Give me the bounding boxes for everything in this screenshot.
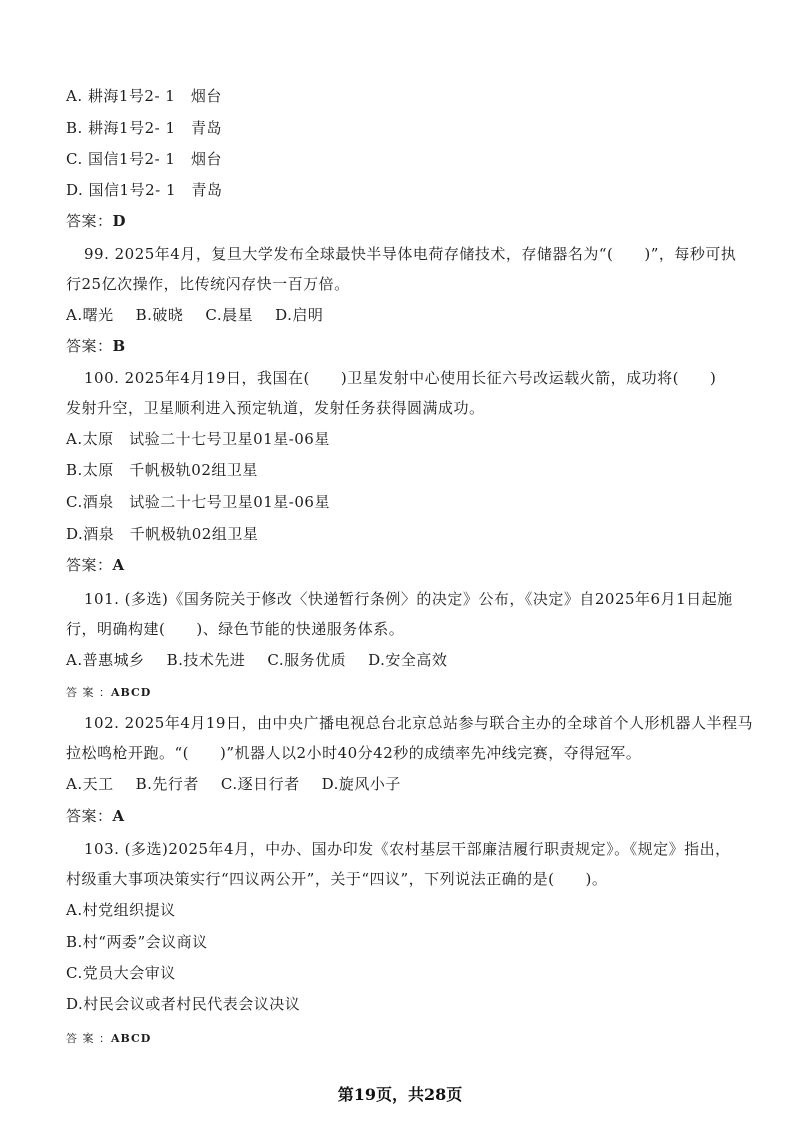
q101-option-c: C.服务优质 — [267, 651, 347, 669]
q101-stem-line2: 行，明确构建( )、绿色节能的快递服务体系。 — [66, 620, 405, 638]
q101-options — [66, 650, 447, 670]
q103-answer: 答 案 ：ABCD — [66, 1032, 152, 1045]
q98-option-d: D. 国信1号2- 1 青岛 — [66, 181, 223, 199]
q102-answer: 答案：A — [66, 807, 125, 825]
q102-stem-line2: 拉松鸣枪开跑。“( )”机器人以2小时40分42秒的成绩率先冲线完赛，夺得冠军。 — [66, 744, 642, 762]
q101-answer: 答 案 ：ABCD — [66, 686, 152, 699]
q103-option-a: A.村党组织提议 — [66, 901, 176, 919]
q103-option-b: B.村“两委”会议商议 — [66, 933, 208, 951]
q99-option-b: B.破晓 — [135, 306, 184, 324]
q102-option-c: C.逐日行者 — [220, 775, 300, 793]
q100-option-c: C.酒泉 试验二十七号卫星01星-06星 — [66, 493, 330, 511]
q100-option-d: D.酒泉 千帆极轨02组卫星 — [66, 525, 259, 543]
q99-option-a: A.曙光 — [66, 306, 114, 324]
q101-option-d: D.安全高效 — [368, 651, 448, 669]
q101-answer-value: ABCD — [111, 686, 152, 699]
q100-stem-line1: 100. 2025年4月19日，我国在( )卫星发射中心使用长征六号改运载火箭，成功将( ) — [84, 369, 717, 387]
q103-option-c: C.党员大会审议 — [66, 964, 176, 982]
q103-stem-line1: 103. (多选)2025年4月，中办、国办印发《农村基层干部廉洁履行职责规定》。《规定》指出， — [84, 840, 731, 858]
q102-answer-value: A — [112, 807, 125, 825]
q102-option-b: B.先行者 — [135, 775, 199, 793]
q103-option-d: D.村民会议或者村民代表会议决议 — [66, 995, 301, 1013]
q101-stem-line1: 101. (多选)《国务院关于修改〈快递暂行条例〉的决定》公布，《决定》自2025年6月1日起施 — [84, 590, 733, 608]
q98-option-a: A. 耕海1号2- 1 烟台 — [66, 87, 222, 105]
q100-option-b: B.太原 千帆极轨02组卫星 — [66, 461, 258, 479]
q101-option-b: B.技术先进 — [166, 651, 246, 669]
page-number-footer: 第19页，共28页 — [337, 1085, 463, 1104]
q101-option-a: A.普惠城乡 — [66, 651, 145, 669]
q100-stem-line2: 发射升空，卫星顺利进入预定轨道，发射任务获得圆满成功。 — [66, 399, 485, 417]
q100-answer: 答案：A — [66, 556, 125, 574]
q98-answer: 答案：D — [66, 212, 127, 230]
q102-options — [66, 774, 401, 794]
q98-option-c: C. 国信1号2- 1 烟台 — [66, 150, 222, 168]
q102-option-d: D.旋风小子 — [321, 775, 401, 793]
q100-answer-value: A — [112, 556, 125, 574]
q100-option-a: A.太原 试验二十七号卫星01星-06星 — [66, 430, 330, 448]
q99-option-d: D.启明 — [275, 306, 324, 324]
q102-option-a: A.天工 — [66, 775, 114, 793]
q99-option-c: C.晨星 — [205, 306, 254, 324]
q103-stem-line2: 村级重大事项决策实行“四议两公开”，关于“四议”，下列说法正确的是( )。 — [66, 870, 608, 888]
q99-options — [66, 305, 323, 325]
q99-answer: 答案：B — [66, 337, 126, 355]
q99-stem-line1: 99. 2025年4月，复旦大学发布全球最快半导体电荷存储技术，存储器名为“( )”，每秒可执 — [84, 245, 737, 263]
q103-answer-value: ABCD — [111, 1032, 152, 1045]
q99-stem-line2: 行25亿次操作，比传统闪存快一百万倍。 — [66, 275, 350, 293]
q98-answer-value: D — [112, 212, 127, 230]
q102-stem-line1: 102. 2025年4月19日，由中央广播电视总台北京总站参与联合主办的全球首个人形机器人半程马 — [84, 714, 753, 732]
q99-answer-value: B — [112, 337, 126, 355]
q98-option-b: B. 耕海1号2- 1 青岛 — [66, 119, 223, 137]
